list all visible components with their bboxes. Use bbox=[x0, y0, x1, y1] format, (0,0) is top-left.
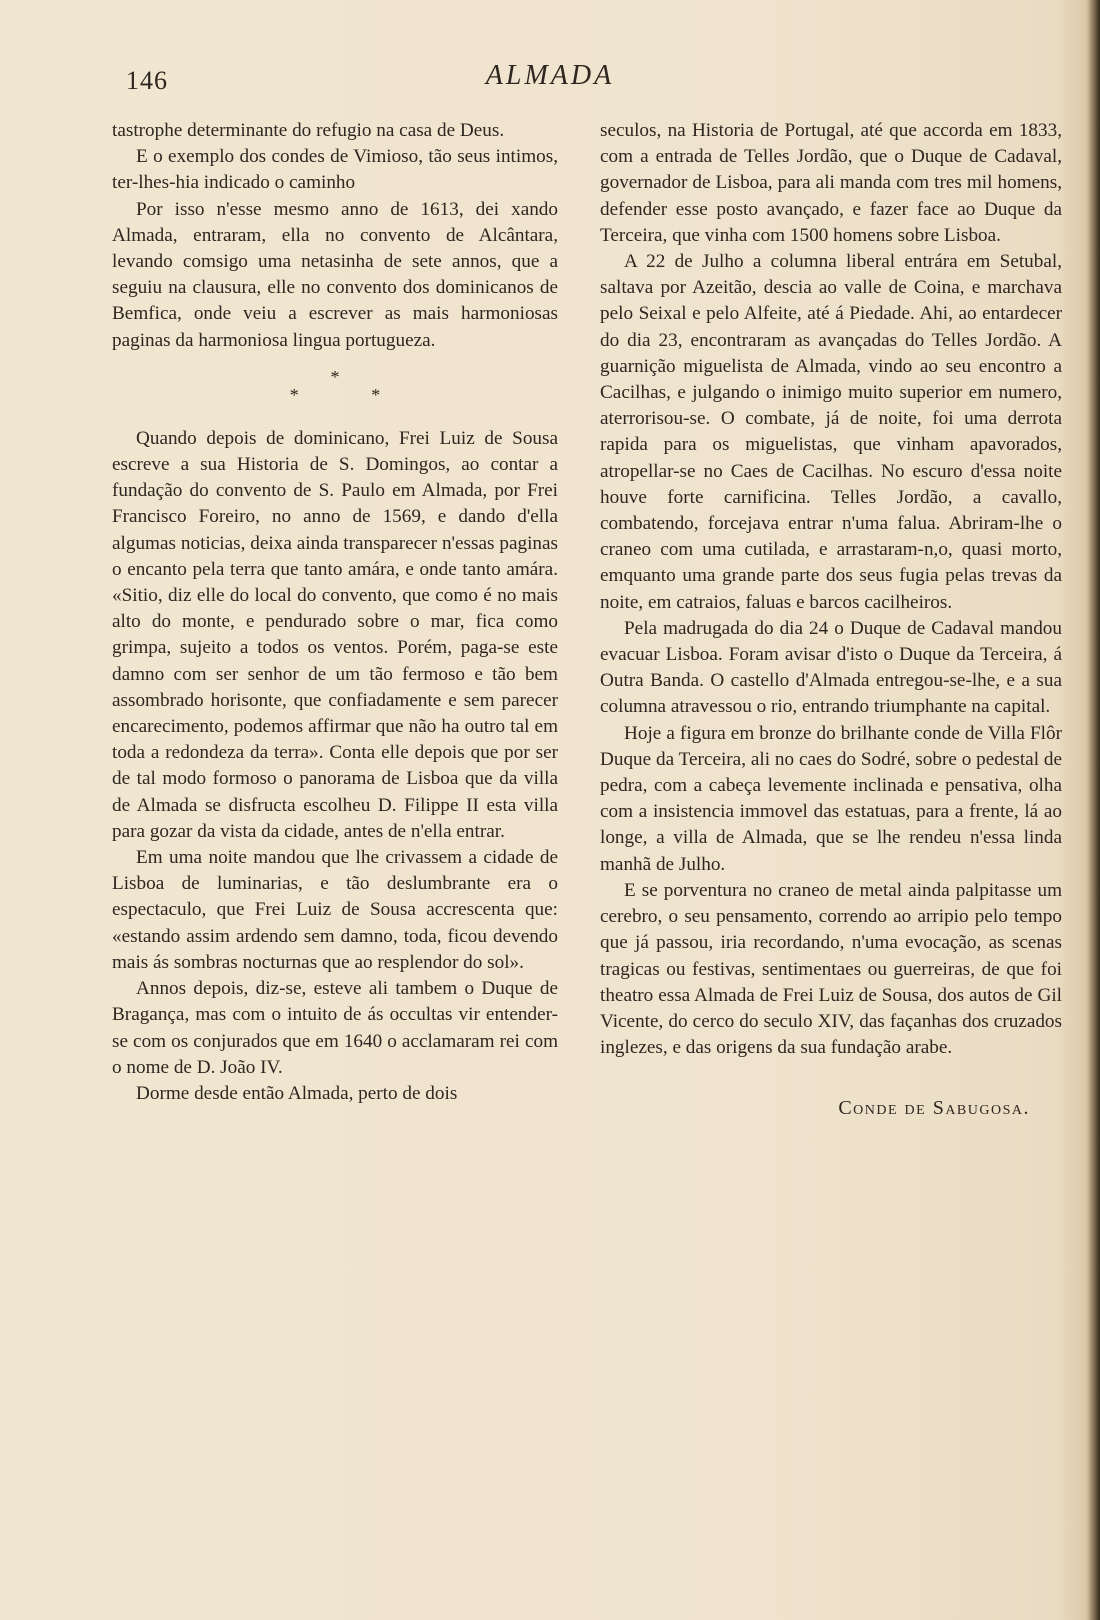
paragraph: Hoje a figura em bronze do brilhante conde de Villa Flôr Duque da Terceira, ali no caes do Sodré, sobre o pedestal de pedra, com a cabeça levemente inclinada e pensativa, olha com a insistencia immovel das estatuas, para a frente, lá ao longe, a villa de Almada, que se lhe rendeu n'essa linda manhã de Julho. bbox=[600, 722, 1062, 875]
paragraph: A 22 de Julho a columna liberal entrára em Setubal, saltava por Azeitão, descia ao valle de Coina, e marchava pelo Seixal e pelo Alfeite, até á Piedade. Ahi, ao entardecer do dia 23, encontraram as avançadas do Telles Jordão. A guarnição miguelista de Almada, vindo ao seu encontro a Cacilhas, e julgando o inimigo muito superior em numero, aterrorisou-se. O combate, já de noite, foi uma derrota rapida para os miguelistas, que vinham apavorados, atropellar-se no Caes de Cacilhas. No escuro d'essa noite houve forte carnificina. Telles Jordão, a cavallo, combatendo, forcejava entrar n'uma falua. Abriram-lhe o craneo com uma cutilada, e arrastaram-n,o, quasi morto, emquanto uma grande parte dos seus fugia pelas trevas da noite, em catraios, faluas e barcos cacilheiros. bbox=[600, 251, 1062, 613]
paragraph: seculos, na Historia de Portugal, até que accorda em 1833, com a entrada de Telles Jordão, que o Duque de Cadaval, governador de Lisboa, para ali manda com tres mil homens, defender esse posto avançado, e fazer face ao Duque da Terceira, que vinha com 1500 homens sobre Lisboa. bbox=[600, 120, 1062, 246]
asterism-bottom: * * bbox=[289, 384, 415, 405]
paragraph: Dorme desde então Almada, perto de dois bbox=[136, 1082, 458, 1104]
left-column bbox=[112, 118, 558, 1107]
paragraph: Annos depois, diz-se, esteve ali tambem o Duque de Bragança, mas com o intuito de ás occultas vir entender-se com os conjurados que em 1640 o acclamaram rei com o nome de D. João IV. bbox=[112, 978, 558, 1078]
author-signature: Conde de Sabugosa. bbox=[838, 1097, 1030, 1120]
page-number: 146 bbox=[126, 66, 168, 95]
asterism-top: * bbox=[330, 366, 340, 387]
section-break-asterism bbox=[112, 368, 558, 404]
paragraph: E o exemplo dos condes de Vimioso, tão seus intimos, ter-lhes-hia indicado o caminho bbox=[112, 146, 558, 194]
right-column bbox=[600, 118, 1062, 1122]
paragraph: E se porventura no craneo de metal ainda palpitasse um cerebro, o seu pensamento, correndo ao arripio pelo tempo que já passou, iria recordando, n'uma evocação, as scenas tragicas ou festivas, sentimentaes ou guerreiras, de que foi theatro essa Almada de Frei Luiz de Sousa, dos autos de Gil Vicente, do cerco do seculo XIV, das façanhas dos cruzados inglezes, e das origens da sua fundação arabe. bbox=[600, 879, 1062, 1059]
paragraph: Pela madrugada do dia 24 o Duque de Cadaval mandou evacuar Lisboa. Foram avisar d'isto o Duque da Terceira, á Outra Banda. O castello d'Almada entregou-se-lhe, e a sua columna atravessou o rio, entrando triumphante na capital. bbox=[600, 617, 1062, 718]
page-edge-shadow bbox=[1086, 0, 1100, 1620]
running-head: ALMADA bbox=[485, 60, 615, 91]
paragraph: Quando depois de dominicano, Frei Luiz de Sousa escreve a sua Historia de S. Domingos, ao contar a fundação do convento de S. Paulo em Almada, por Frei Francisco Foreiro, no anno de 1569, e dando d'ella algumas noticias, deixa ainda transparecer n'essas paginas o encanto pela terra que tanto amára, e onde tanto amára. «Sitio, diz elle do local do convento, que como é no mais alto do monte, e pendurado sobre o mar, fica como grimpa, sujeito a todos os ventos. Porém, paga-se este damno com ser senhor de um tão fermoso e tão bem assombrado horisonte, que confiadamente e sem parecer encarecimento, podemos affirmar que não ha outro tal em toda a redondeza da terra». Conta elle depois que por ser de tal modo formoso o panorama de Lisboa que da villa de Almada se disfructa escolheu D. Filippe II esta villa para gozar da vista da cidade, antes de n'ella entrar. bbox=[112, 427, 558, 842]
paragraph: Por isso n'esse mesmo anno de 1613, dei xando Almada, entraram, ella no convento de Alcântara, levando comsigo uma netasinha de sete annos, que a seguiu na clausura, elle no convento dos dominicanos de Bemfica, onde veiu a escrever as mais harmoniosas paginas da harmoniosa lingua portugueza. bbox=[112, 198, 558, 351]
paragraph: Em uma noite mandou que lhe crivassem a cidade de Lisboa de luminarias, e tão deslumbrante era o espectaculo, que Frei Luiz de Sousa accrescenta que: «estando assim ardendo sem damno, toda, ficou devendo mais ás sombras nocturnas que ao resplendor do sol». bbox=[112, 847, 558, 973]
paragraph: tastrophe determinante do refugio na casa de Deus. bbox=[112, 120, 505, 141]
